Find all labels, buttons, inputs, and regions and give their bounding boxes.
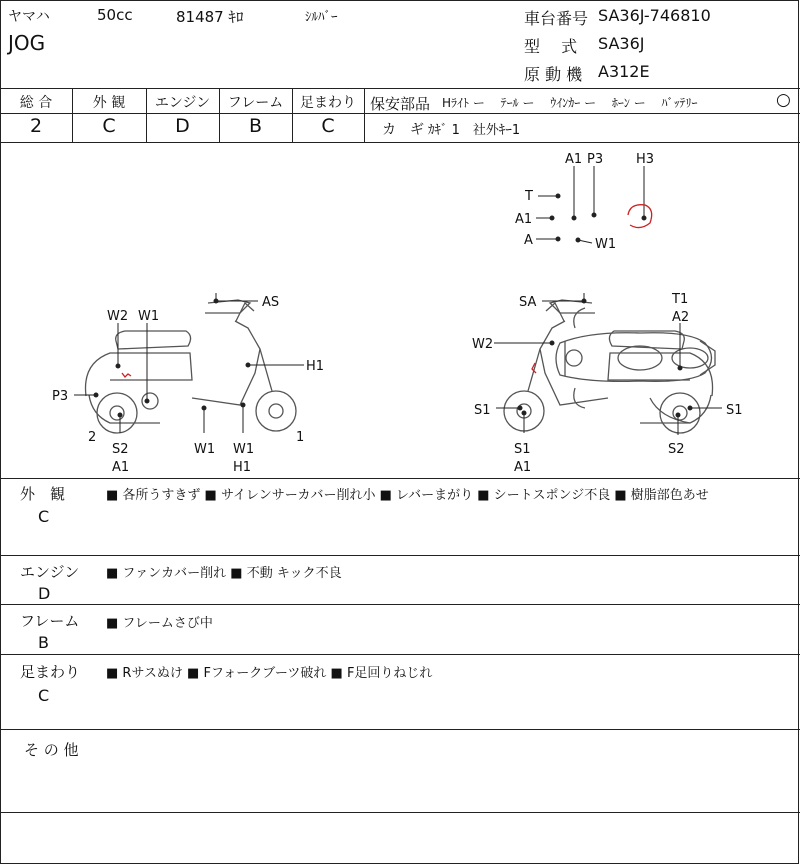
type-value: SA36J [598,34,645,53]
section-suspension-label: 足まわり [20,663,81,681]
mileage: 81487 ｷﾛ [176,8,244,26]
key-value: ｶｷﾞ 1 社外ｷｰ1 [428,123,521,138]
label-left-w1-bottom: W1 [194,442,216,457]
label-right-t1: T1 [672,292,689,307]
label-left-w1-top: W1 [138,309,160,324]
grade-label-exterior: 外 観 [92,95,126,111]
top-view-scooter [556,308,715,408]
grade-value-exterior: C [102,115,116,137]
label-right-s2: S2 [668,442,685,457]
section-frame-label: フレーム [20,612,80,630]
engine-value: A312E [598,62,650,81]
label-top-a1-side: A1 [515,212,533,227]
damage-markers [122,205,652,377]
type-label: 型 式 [524,37,578,56]
grade-label-total: 総 合 [19,95,53,111]
label-top-a: A [524,233,533,248]
displacement: 50cc [97,6,133,24]
label-left-s2: S2 [112,442,129,457]
label-left-w1-b2: W1 [233,442,255,457]
label-left-p3: P3 [52,389,69,404]
battery-mark: ○ [776,90,791,110]
label-right-s1-left: S1 [474,403,491,418]
label-top-h3: H3 [636,152,655,167]
label-right-s1-right: S1 [726,403,743,418]
damage-diagram [0,143,800,478]
label-top-t: T [525,189,533,204]
grade-label-engine: エンジン [154,95,211,111]
label-top-p3: P3 [587,152,604,167]
label-left-2: 2 [88,430,97,445]
label-left-a1: A1 [112,460,130,475]
safety-items: Hﾗｲﾄ ー ﾃｰﾙ ー ｳｲﾝｶｰ ー ﾎｰﾝ ー ﾊﾞｯﾃﾘｰ [442,96,698,110]
grade-label-frame: フレーム [227,95,284,111]
section-exterior-grade: C [38,507,50,526]
model-name: JOG [8,31,46,55]
section-exterior-notes: ■ 各所うすきず ■ サイレンサーカバー削れ小 ■ レバーまがり ■ シートスポンジ不良 ■ 樹脂部色あせ [106,488,709,503]
maker: ヤマハ [8,9,50,25]
label-left-1: 1 [296,430,305,445]
label-right-a1: A1 [514,460,532,475]
section-suspension-grade: C [38,686,50,705]
label-right-w2: W2 [472,337,494,352]
label-right-sa: SA [519,295,537,310]
section-frame-grade: B [38,633,49,652]
engine-label: 原 動 機 [524,65,583,84]
label-left-h1: H1 [306,359,325,374]
label-top-w1: W1 [595,237,617,252]
section-engine-label: エンジン [20,563,80,581]
label-left-as: AS [262,295,280,310]
color: ｼﾙﾊﾞｰ [305,10,338,25]
label-left-w2: W2 [107,309,129,324]
label-right-s1-bottom: S1 [514,442,531,457]
chassis-value: SA36J-746810 [598,6,711,25]
section-engine-grade: D [38,584,51,603]
key-label: カ ギ [382,122,424,138]
section-exterior-label: 外 観 [20,485,66,503]
label-left-h1-b: H1 [233,460,252,475]
section-engine-notes: ■ ファンカバー削れ ■ 不動 キック不良 [106,566,342,581]
grade-label-suspension: 足まわり [300,95,356,111]
section-frame-notes: ■ フレームさび中 [106,616,213,631]
grade-value-total: 2 [29,115,43,137]
label-top-a1: A1 [565,152,583,167]
chassis-label: 車台番号 [524,9,589,28]
grade-value-engine: D [175,115,190,137]
section-other-label: そ の 他 [24,741,79,759]
safety-label: 保安部品 [370,95,431,113]
grade-value-frame: B [248,115,263,137]
section-suspension-notes: ■ Rサスぬけ ■ Fフォークブーツ破れ ■ F足回りねじれ [106,666,433,681]
label-right-a2: A2 [672,310,690,325]
grade-value-suspension: C [321,115,335,137]
